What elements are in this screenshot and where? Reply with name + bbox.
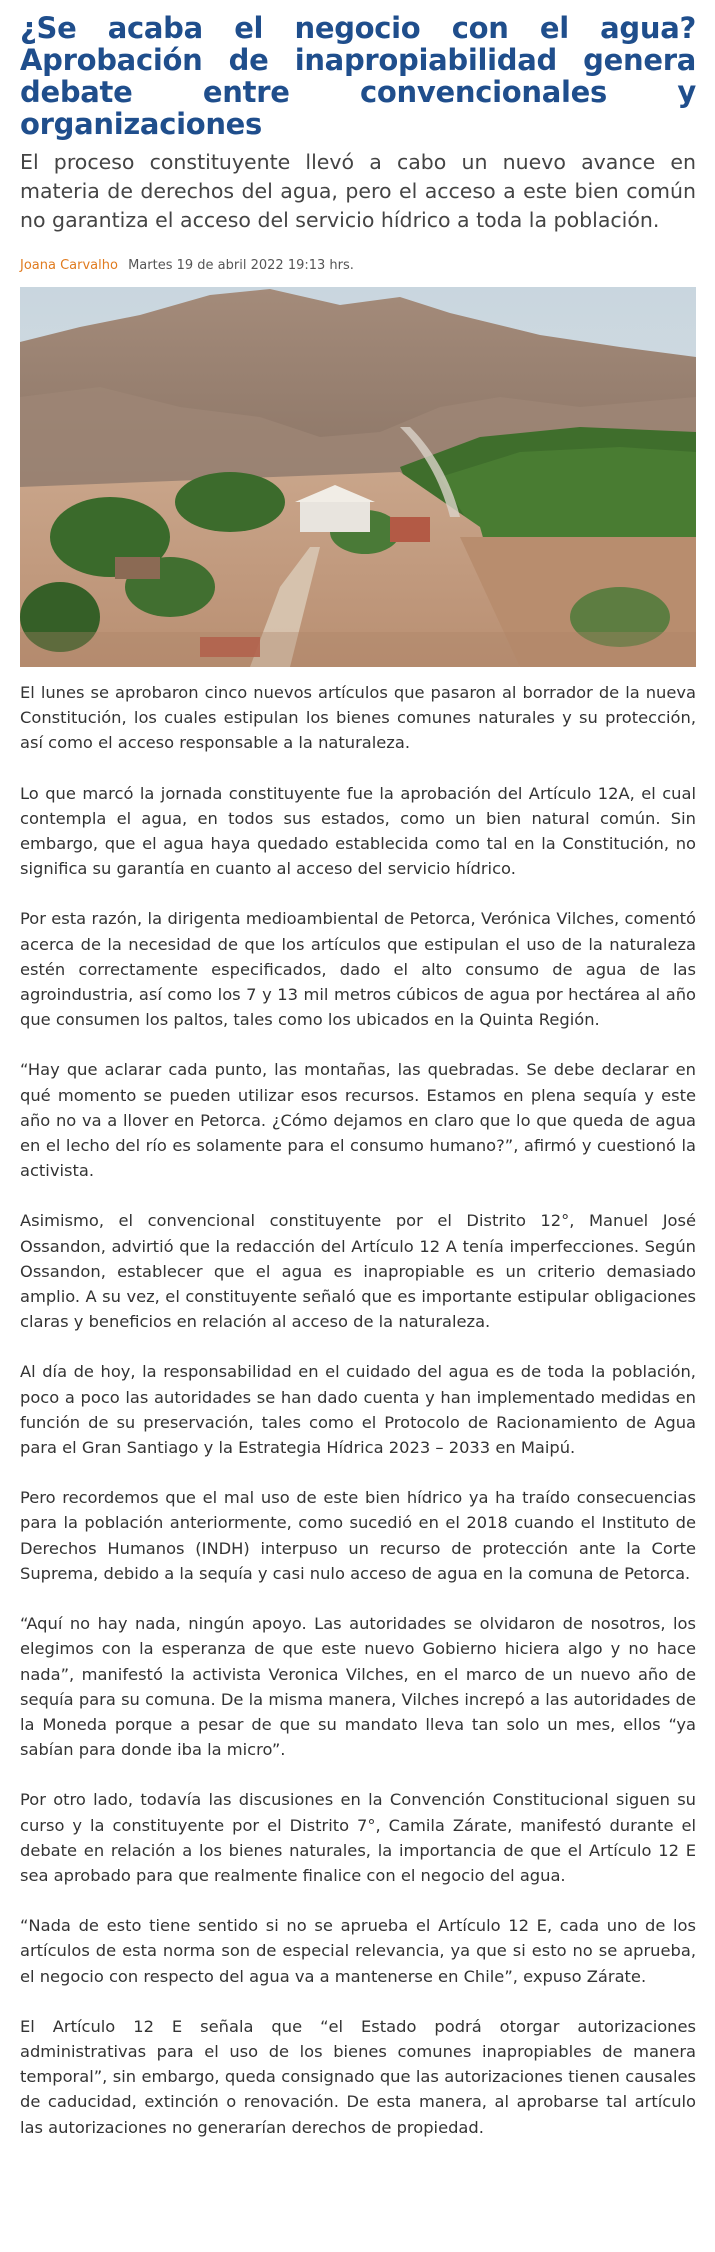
paragraph: Por esta razón, la dirigenta medioambiental de Petorca, Verónica Vilches, comentó acerca de la necesidad de que los artículos que estipulan el uso de la naturaleza estén correctamente especificados, dado el alto consumo de agua de las agroindustria, así como los 7 y 13 mil metros cúbicos de agua por hectárea al año que consumen los paltos, tales como los ubicados en la Quinta Región.	[20, 909, 696, 1030]
house	[300, 502, 370, 532]
tree	[175, 472, 285, 532]
paragraph: El lunes se aprobaron cinco nuevos artículos que pasaron al borrador de la nueva Constitución, los cuales estipulan los bienes comunes naturales y su protección, así como el acceso responsable a la naturaleza.	[20, 683, 696, 753]
byline	[20, 257, 696, 275]
author-link[interactable]: Joana Carvalho	[20, 258, 118, 273]
article-headline: ¿Se acaba el negocio con el agua? Aprobación de inapropiabilidad genera debate entre convencionales y organizaciones	[20, 11, 696, 141]
paragraph: Al día de hoy, la responsabilidad en el cuidado del agua es de toda la población, poco a poco las autoridades se han dado cuenta y han implementado medidas en función de su preservación, tales como el Protocolo de Racionamiento de Agua para el Gran Santiago y la Estrategia Hídrica 2023 – 2033 en Maipú.	[20, 1362, 696, 1458]
paragraph: “Aquí no hay nada, ningún apoyo. Las autoridades se olvidaron de nosotros, los elegimos con la esperanza de que este nuevo Gobierno hiciera algo y no hace nada”, manifestó la activista Veronica Vilches, en el marco de un nuevo año de sequía para su comuna. De la misma manera, Vilches increpó a las autoridades de la Moneda porque a pesar de que su mandato lleva tan solo un mes, ellos “ya sabían para donde iba la micro”.	[20, 1614, 696, 1760]
paragraph: El Artículo 12 E señala que “el Estado podrá otorgar autorizaciones administrativas para el uso de los bienes comunes inapropiables de manera temporal”, sin embargo, queda consignado que las autorizaciones tienen causales de caducidad, extinción o renovación. De esta manera, al aprobarse tal artículo las autorizaciones no generarían derechos de propiedad.	[20, 2016, 696, 2137]
paragraph: Pero recordemos que el mal uso de este bien hídrico ya ha traído consecuencias para la población anteriormente, como sucedió en el 2018 cuando el Instituto de Derechos Humanos (INDH) interpuso un recurso de protección ante la Corte Suprema, debido a la sequía y casi nulo acceso de agua en la comuna de Petorca.	[20, 1488, 696, 1583]
article-body	[20, 680, 696, 2140]
paragraph: Lo que marcó la jornada constituyente fue la aprobación del Artículo 12A, el cual contempla el agua, en todos sus estados, como un bien natural común. Sin embargo, que el agua haya quedado establecida como tal en la Constitución, no significa su garantía en cuanto al acceso del servicio hídrico.	[20, 783, 696, 879]
article-photo	[20, 287, 696, 667]
paragraph: “Hay que aclarar cada punto, las montañas, las quebradas. Se debe declarar en qué momento se pueden utilizar esos recursos. Estamos en plena sequía y este año no va a llover en Petorca. ¿Cómo dejamos en claro que lo que queda de agua en el lecho del río es solamente para el consumo humano?”, afirmó y cuestionó la activista.	[20, 1060, 696, 1181]
article-subheadline: El proceso constituyente llevó a cabo un nuevo avance en materia de derechos del agua, pero el acceso a este bien común no garantiza el acceso del servicio hídrico a toda la población.	[20, 150, 696, 232]
publish-date: Martes 19 de abril 2022 19:13 hrs.	[128, 258, 354, 273]
article	[20, 0, 696, 2165]
paragraph: “Nada de esto tiene sentido si no se aprueba el Artículo 12 E, cada uno de los artículos de esta norma son de especial relevancia, ya que si esto no se aprueba, el negocio con respecto del agua va a mantenerse en Chile”, expuso Zárate.	[20, 1916, 696, 1986]
paragraph: Por otro lado, todavía las discusiones en la Convención Constitucional siguen su curso y la constituyente por el Distrito 7°, Camila Zárate, manifestó durante el debate en relación a los bienes naturales, la importancia de que el Artículo 12 E sea aprobado para que realmente finalice con el negocio del agua.	[20, 1790, 696, 1885]
paragraph: Asimismo, el convencional constituyente por el Distrito 12°, Manuel José Ossandon, advirtió que la redacción del Artículo 12 A tenía imperfecciones. Según Ossandon, establecer que el agua es inapropiable es un criterio demasiado amplio. A su vez, el constituyente señaló que es importante estipular obligaciones claras y beneficios en relación al acceso de la naturaleza.	[20, 1211, 696, 1332]
